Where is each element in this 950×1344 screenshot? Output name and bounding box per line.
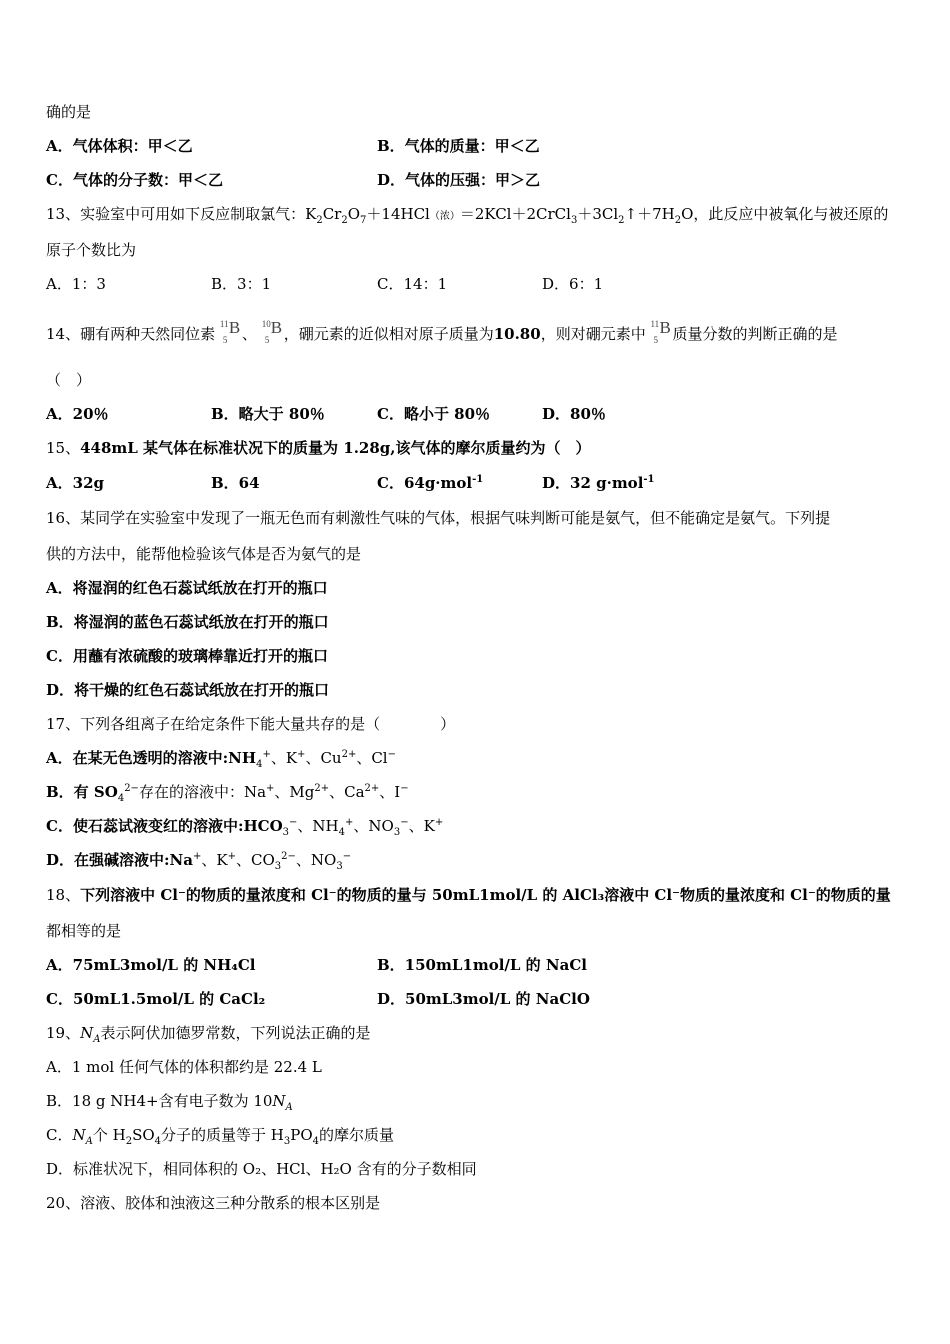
q14-option-d: D．80％ (542, 405, 606, 423)
q14-option-a: A．20％ (46, 405, 109, 423)
q15-option-b: B．64 (211, 474, 260, 492)
q19-option-a: A．1 mol 任何气体的体积都约是 22.4 L (46, 1058, 322, 1076)
q15-option-c: C．64g·mol$^{-1}$ (377, 474, 484, 492)
q12-option-d: D．气体的压强：甲＞乙 (377, 171, 541, 189)
q19-option-c: C．$N_A$个 $H_2SO_4$分子的质量等于 $H_3PO_4$的摩尔质量 (46, 1126, 395, 1147)
q15-option-d: D．32 g·mol$^{-1}$ (542, 474, 655, 492)
q14-option-b: B．略大于 80％ (211, 405, 325, 423)
q17-stem: 17、下列各组离子在给定条件下能大量共存的是（ ） (46, 715, 456, 733)
q13-option-b: B．3：1 (211, 275, 272, 293)
q16-option-b: B．将湿润的蓝色石蕊试纸放在打开的瓶口 (46, 613, 329, 631)
q14-stem: 14、硼有两种天然同位素 11 5 B 、 10 5 B ，硼元素的近似相对原子质量为10.80，则对硼元素中 11 5 B 质量分数的判断正确的是 (46, 318, 838, 345)
q19-option-d: D．标准状况下，相同体积的 O₂、HCl、H₂O 含有的分子数相同 (46, 1160, 477, 1178)
q18-stem: 18、下列溶液中 Cl⁻的物质的量浓度和 Cl⁻的物质的量与 50mL1mol/L 的 AlCl₃溶液中 Cl⁻物质的量浓度和 Cl⁻的物质的量 (46, 886, 891, 904)
q12-option-c: C．气体的分子数：甲＜乙 (46, 171, 223, 189)
q16-option-a: A．将湿润的红色石蕊试纸放在打开的瓶口 (46, 579, 328, 597)
q12-stem-tail: 确的是 (46, 103, 92, 121)
q15-option-a: A．32g (46, 474, 105, 492)
q16-option-c: C．用蘸有浓硫酸的玻璃棒靠近打开的瓶口 (46, 647, 328, 665)
q17-option-b: B．有 $SO_4^{2-}$存在的溶液中：Na+、$Mg^{2+}$、$Ca^{2+}$、I− (46, 783, 409, 804)
q13-option-a: A．1：3 (46, 275, 106, 293)
q13-stem: 13、实验室中可用如下反应制取氯气：$K_2Cr_2O_7+14HCl$（浓）$=2KCl+2CrCl_3+3Cl_2↑+7H_2O$，此反应中被氧化与被还原的 (46, 205, 889, 226)
q17-option-d: D．在强碱溶液中:Na+、K+、$CO_3^{2-}$、$NO_3^-$ (46, 851, 352, 872)
q12-option-a: A．气体体积：甲＜乙 (46, 137, 193, 155)
q14-answer-paren: （ ） (46, 371, 92, 389)
q18-stem-line2: 都相等的是 (46, 922, 122, 940)
q12-option-b: B．气体的质量：甲＜乙 (377, 137, 540, 155)
q16-stem-line2: 供的方法中，能帮他检验该气体是否为氨气的是 (46, 545, 362, 563)
isotope-b11: 11 5 B (219, 318, 241, 345)
q13-option-d: D．6：1 (542, 275, 604, 293)
q18-option-a: A．75mL3mol/L 的 NH₄Cl (46, 956, 256, 974)
q18-option-c: C．50mL1.5mol/L 的 CaCl₂ (46, 990, 266, 1008)
q17-option-c: C．使石蕊试液变红的溶液中$:HCO_3^-$、$NH_4^+$、$NO_3^-$、K+ (46, 817, 444, 838)
q16-option-d: D．将干燥的红色石蕊试纸放在打开的瓶口 (46, 681, 330, 699)
q16-stem: 16、某同学在实验室中发现了一瓶无色而有刺激性气味的气体，根据气味判断可能是氨气，但不能确定是氨气。下列提 (46, 509, 831, 527)
isotope-b11-ref: 11 5 B (650, 318, 671, 345)
q20-stem: 20、溶液、胶体和浊液这三种分散系的根本区别是 (46, 1194, 381, 1212)
q13-option-c: C．14：1 (377, 275, 448, 293)
q18-option-b: B．150mL1mol/L 的 NaCl (377, 956, 587, 974)
isotope-b10: 10 5 B (261, 318, 283, 345)
q19-option-b: B．18 g NH4+含有电子数为 $10N_A$ (46, 1092, 293, 1113)
q18-option-d: D．50mL3mol/L 的 NaClO (377, 990, 590, 1008)
q14-option-c: C．略小于 80％ (377, 405, 491, 423)
q17-option-a: A．在某无色透明的溶液中$:NH_4^+$、K+、$Cu^{2+}$、Cl− (46, 749, 396, 770)
q19-stem: 19、$N_A$表示阿伏加德罗常数，下列说法正确的是 (46, 1024, 371, 1045)
q13-stem-line2: 原子个数比为 (46, 241, 137, 259)
q15-stem: 15、448mL 某气体在标准状况下的质量为 1.28g,该气体的摩尔质量约为（ ） (46, 439, 591, 457)
